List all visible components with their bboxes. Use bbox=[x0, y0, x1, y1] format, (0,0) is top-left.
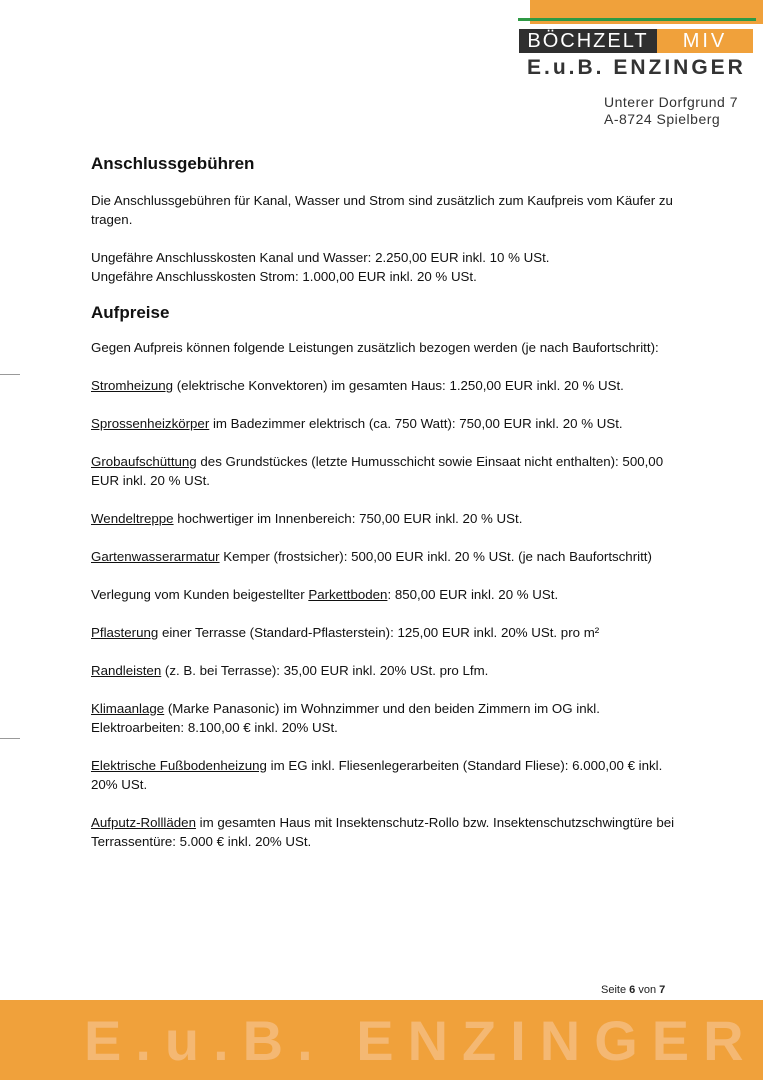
company-address bbox=[604, 94, 738, 128]
item-title: Wendeltreppe bbox=[91, 511, 174, 526]
price-item: Pflasterung einer Terrasse (Standard-Pflasterstein): 125,00 EUR inkl. 20% USt. pro m² bbox=[91, 625, 600, 640]
price-item: Sprossenheizkörper im Badezimmer elektrisch (ca. 750 Watt): 750,00 EUR inkl. 20 % USt. bbox=[91, 416, 623, 431]
logo-right-text: MIV bbox=[682, 30, 728, 52]
price-item: Aufputz-Rollläden im gesamten Haus mit Insektenschutz-Rollo bzw. Insektenschutzschwingtüre bei Terrassentüre: 5.000 € inkl. 20% USt. bbox=[91, 815, 675, 849]
price-list bbox=[91, 376, 681, 851]
price-item: Grobaufschüttung des Grundstückes (letzte Humusschicht sowie Einsaat nicht enthalten): 500,00 EUR inkl. 20 % USt. bbox=[91, 454, 664, 488]
item-title: Randleisten bbox=[91, 663, 162, 678]
price-item: Wendeltreppe hochwertiger im Innenbereich: 750,00 EUR inkl. 20 % USt. bbox=[91, 511, 523, 526]
item-title: Elektrische Fußbodenheizung bbox=[91, 758, 267, 773]
address-line-2: A-8724 Spielberg bbox=[604, 111, 721, 127]
item-title: Sprossenheizkörper bbox=[91, 416, 210, 431]
document-body bbox=[91, 154, 681, 851]
item-title: Aufputz-Rollläden bbox=[91, 815, 196, 830]
price-item: Klimaanlage (Marke Panasonic) im Wohnzimmer und den beiden Zimmern im OG inkl. Elektroarbeiten: 8.100,00 € inkl. 20% USt. bbox=[91, 701, 600, 735]
price-item: Elektrische Fußbodenheizung im EG inkl. Fliesenlegerarbeiten (Standard Fliese): 6.000,00 € inkl. 20% USt. bbox=[91, 758, 663, 792]
item-title: Klimaanlage bbox=[91, 701, 165, 716]
item-title: Stromheizung bbox=[91, 378, 174, 393]
address-line-1: Unterer Dorfgrund 7 bbox=[604, 94, 739, 110]
price-item: Verlegung vom Kunden beigestellter Parkettboden: 850,00 EUR inkl. 20 % USt. bbox=[91, 587, 559, 602]
logo-subtitle: E.u.B. ENZINGER bbox=[527, 56, 746, 79]
margin-mark bbox=[0, 738, 20, 739]
paragraph: Gegen Aufpreis können folgende Leistungen zusätzlich bezogen werden (je nach Baufortschritt): bbox=[91, 340, 659, 355]
company-logo bbox=[517, 27, 755, 55]
price-item: Randleisten (z. B. bei Terrasse): 35,00 EUR inkl. 20% USt. pro Lfm. bbox=[91, 663, 489, 678]
item-title: Grobaufschüttung bbox=[91, 454, 197, 469]
paragraph: Ungefähre Anschlusskosten Kanal und Wasser: 2.250,00 EUR inkl. 10 % USt. bbox=[91, 250, 550, 265]
price-item: Stromheizung (elektrische Konvektoren) im gesamten Haus: 1.250,00 EUR inkl. 20 % USt. bbox=[91, 378, 624, 393]
paragraph: Die Anschlussgebühren für Kanal, Wasser und Strom sind zusätzlich zum Kaufpreis vom Käufer zu tragen. bbox=[91, 193, 673, 227]
section-heading: Aufpreise bbox=[91, 303, 170, 322]
page-number: Seite 6 von 7 bbox=[601, 984, 666, 996]
footer-band bbox=[0, 1000, 763, 1080]
price-item: Gartenwasserarmatur Kemper (frostsicher): 500,00 EUR inkl. 20 % USt. (je nach Baufortschritt) bbox=[91, 549, 652, 564]
margin-mark bbox=[0, 374, 20, 375]
footer-watermark: E.u.B. ENZINGER bbox=[84, 1009, 758, 1072]
section-heading: Anschlussgebühren bbox=[91, 154, 255, 173]
header-green-line bbox=[518, 18, 756, 21]
item-title: Pflasterung bbox=[91, 625, 159, 640]
item-title: Gartenwasserarmatur bbox=[91, 549, 220, 564]
paragraph: Ungefähre Anschlusskosten Strom: 1.000,00 EUR inkl. 20 % USt. bbox=[91, 269, 477, 284]
logo-left-text: BÖCHZELT bbox=[519, 29, 657, 53]
item-title: Parkettboden bbox=[308, 587, 388, 602]
